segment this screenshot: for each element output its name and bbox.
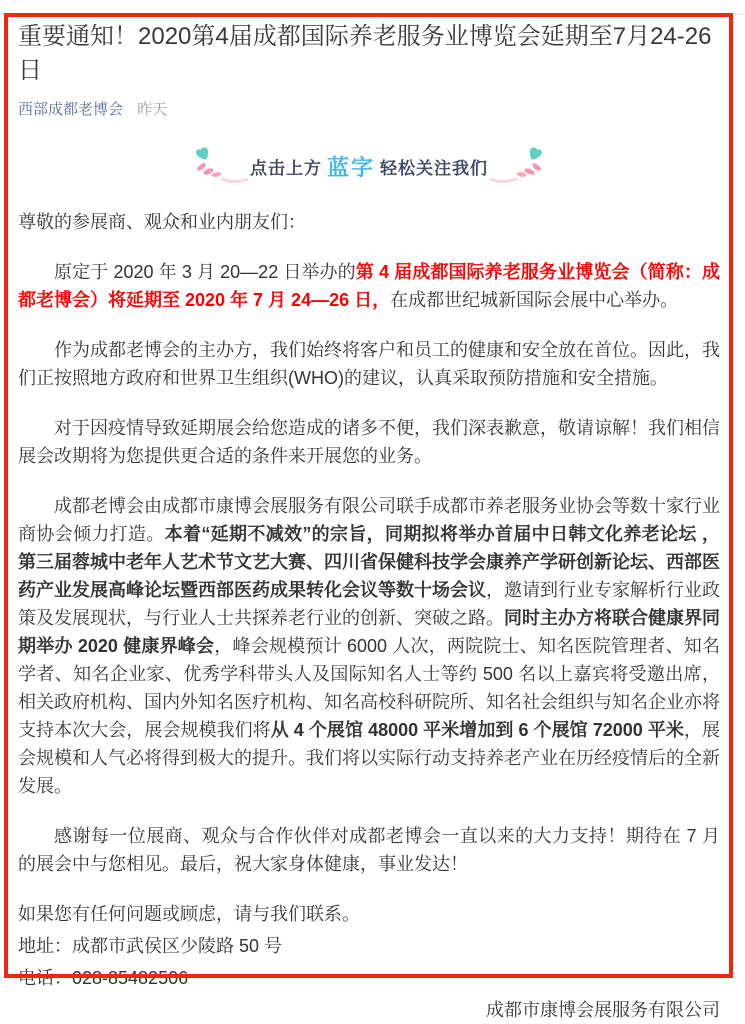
text-run-normal: 成都市康博会展服务有限公司 xyxy=(486,1000,720,1020)
text-run-normal: 电话：028-85482506 xyxy=(18,968,189,988)
paragraph-contact-intro xyxy=(18,900,720,928)
paragraph-greeting xyxy=(18,208,720,236)
text-run-normal: 成都老博会由成都市康博会展服务有限公司联手成都市养老服务业协会等数十家行业商协会倾力打造。 xyxy=(18,496,720,544)
text-run-bold: 从 4 个展馆 48000 平米增加到 6 个展馆 72000 平米 xyxy=(270,720,684,740)
heart-petals-decoration-left xyxy=(194,146,248,186)
publish-date: 昨天 xyxy=(137,101,168,118)
heart-petals-decoration-right xyxy=(490,146,544,186)
text-run-bold: 本着“延期不减效”的宗旨，同期拟将举办首届中日韩文化养老论坛 ，第三届蓉城中老年人艺术节文艺大赛、四川省保健科技学会康养产学研创新论坛、西部医药产业发展高峰论坛暨西部医药成果转化会议等数十场会议 xyxy=(18,524,721,600)
text-run-normal: 对于因疫情导致延期展会给您造成的诸多不便，我们深表歉意，敬请谅解！我们相信展会改期将为您提供更合适的条件来开展您的业务。 xyxy=(18,418,720,466)
banner-blue-text[interactable]: 蓝字 xyxy=(326,154,375,180)
text-run-normal: 原定于 2020 年 3 月 20—22 日举办的 xyxy=(54,262,356,282)
banner-text-suffix: 轻松关注我们 xyxy=(380,158,488,178)
article-body xyxy=(18,208,720,1024)
follow-us-banner xyxy=(18,144,720,188)
paragraph-expo-details xyxy=(18,492,720,800)
article-meta xyxy=(18,99,720,120)
text-run-normal: 地址：成都市武侯区少陵路 50 号 xyxy=(18,936,283,956)
text-run-normal: 感谢每一位展商、观众与合作伙伴对成都老博会一直以来的大力支持！期待在 7 月的展会中与您相见。最后，祝大家身体健康，事业发达！ xyxy=(18,826,720,874)
paragraph-apology xyxy=(18,414,720,470)
article-content xyxy=(10,17,728,1024)
text-run-normal: ，邀请到行业专家解析行业政策及发展现状，与行业人士共探养老行业的创新、突破之路。 xyxy=(18,580,720,628)
heart-icon xyxy=(195,146,210,161)
swoosh-line xyxy=(222,179,247,181)
heart-icon xyxy=(528,146,543,161)
paragraph-address xyxy=(18,932,720,960)
text-run-normal: ，峰会规模预计 6000 人次，两院院士、知名医院管理者、知名学者、知名企业家、优秀学科带头人及国际知名人士等约 500 名以上嘉宾将受邀出席，相关政府机构、国内外知名医疗机构、知名高校科研院所、知名社会组织与知名企业亦将支持本次大会，展会规模我们将 xyxy=(18,636,721,740)
paragraph-postpone-notice xyxy=(18,258,720,314)
petal-icon xyxy=(211,172,222,178)
text-run-bold: 同时主办方将联合健康界同期举办 2020 健康界峰会 xyxy=(18,608,720,656)
paragraph-phone xyxy=(18,964,720,992)
text-run-normal: 如果您有任何问题或顾虑，请与我们联系。 xyxy=(18,904,360,924)
text-run-normal: 在成都世纪城新国际会展中心举办。 xyxy=(390,290,679,310)
article-title: 重要通知！2020第4届成都国际养老服务业博览会延期至7月24-26日 xyxy=(18,23,712,84)
paragraph-safety xyxy=(18,336,720,392)
banner-text-prefix: 点击上方 xyxy=(249,158,322,178)
paragraph-thanks xyxy=(18,822,720,878)
text-run-normal: ，展会规模和人气必将得到极大的提升。我们将以实际行动支持养老产业在历经疫情后的全新发展。 xyxy=(18,720,721,796)
swoosh-line xyxy=(491,179,516,181)
text-run-normal: 作为成都老博会的主办方，我们始终将客户和员工的健康和安全放在首位。因此，我们正按照地方政府和世界卫生组织(WHO)的建议，认真采取预防措施和安全措施。 xyxy=(18,340,720,388)
text-run-normal: 尊敬的参展商、观众和业内朋友们： xyxy=(18,212,306,232)
petal-icon xyxy=(516,172,527,178)
account-name-link[interactable]: 西部成都老博会 xyxy=(18,101,124,118)
paragraph-signature xyxy=(18,996,720,1024)
page-top-divider xyxy=(0,14,745,15)
text-run-redbold: 第 4 届成都国际养老服务业博览会（简称：成都老博会）将延期至 2020 年 7 月 24—26 日， xyxy=(18,262,720,310)
